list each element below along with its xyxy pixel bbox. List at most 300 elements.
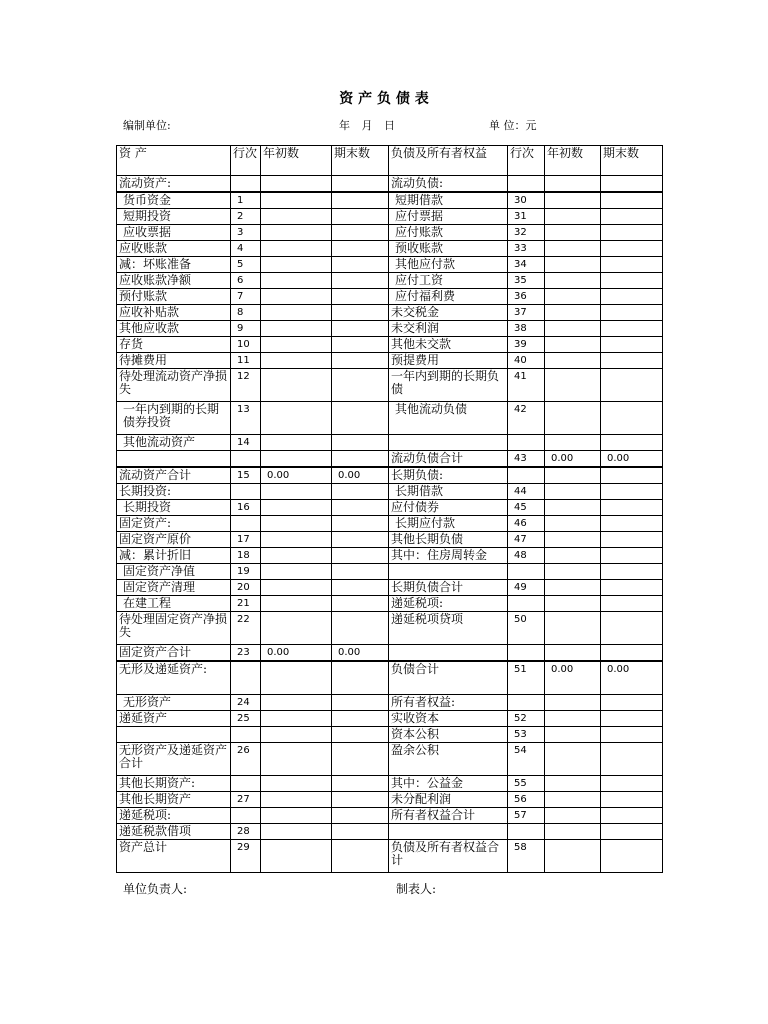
liability-line-no: 30 bbox=[508, 192, 545, 209]
liability-beginning bbox=[545, 792, 601, 808]
liability-beginning bbox=[545, 532, 601, 548]
liability-label: 递延税项: bbox=[389, 596, 508, 612]
asset-line-no: 20 bbox=[231, 580, 261, 596]
unit-head-signature-label: 单位负责人: bbox=[123, 882, 188, 896]
liability-ending bbox=[601, 484, 663, 500]
table-row bbox=[117, 451, 663, 468]
liability-ending bbox=[601, 305, 663, 321]
balance-sheet-table bbox=[116, 145, 663, 873]
liability-label: 预提费用 bbox=[389, 353, 508, 369]
liability-line-no: 47 bbox=[508, 532, 545, 548]
asset-beginning bbox=[261, 548, 332, 564]
report-date: 年 月 日 bbox=[339, 119, 395, 132]
asset-line-no: 28 bbox=[231, 824, 261, 840]
asset-label: 减：坏账准备 bbox=[117, 257, 231, 273]
asset-label: 存货 bbox=[117, 337, 231, 353]
liability-beginning bbox=[545, 402, 601, 435]
table-row bbox=[117, 548, 663, 564]
liability-ending bbox=[601, 500, 663, 516]
liability-label: 未交利润 bbox=[389, 321, 508, 337]
liability-beginning bbox=[545, 824, 601, 840]
liability-line-no bbox=[508, 596, 545, 612]
asset-ending bbox=[332, 695, 389, 711]
asset-label: 应收补贴款 bbox=[117, 305, 231, 321]
asset-beginning bbox=[261, 695, 332, 711]
liability-beginning bbox=[545, 337, 601, 353]
liability-line-no: 48 bbox=[508, 548, 545, 564]
asset-beginning bbox=[261, 353, 332, 369]
asset-ending bbox=[332, 192, 389, 209]
asset-line-no: 5 bbox=[231, 257, 261, 273]
liability-ending bbox=[601, 435, 663, 451]
asset-beginning bbox=[261, 792, 332, 808]
asset-ending bbox=[332, 711, 389, 727]
liability-ending bbox=[601, 645, 663, 662]
table-row bbox=[117, 580, 663, 596]
liability-ending bbox=[601, 776, 663, 792]
asset-label: 待处理固定资产净损失 bbox=[117, 612, 231, 645]
liability-beginning bbox=[545, 484, 601, 500]
asset-ending bbox=[332, 484, 389, 500]
asset-label: 固定资产清理 bbox=[117, 580, 231, 596]
table-row bbox=[117, 532, 663, 548]
liability-beginning bbox=[545, 564, 601, 580]
asset-label: 固定资产净值 bbox=[117, 564, 231, 580]
asset-line-no: 25 bbox=[231, 711, 261, 727]
liability-label: 应付账款 bbox=[389, 225, 508, 241]
asset-ending bbox=[332, 209, 389, 225]
liability-label: 应付福利费 bbox=[389, 289, 508, 305]
liability-beginning bbox=[545, 743, 601, 776]
asset-ending bbox=[332, 353, 389, 369]
header-ending: 期末数 bbox=[601, 146, 663, 176]
asset-line-no bbox=[231, 451, 261, 468]
table-row bbox=[117, 840, 663, 873]
asset-beginning bbox=[261, 776, 332, 792]
asset-label: 递延资产 bbox=[117, 711, 231, 727]
liability-line-no: 42 bbox=[508, 402, 545, 435]
asset-line-no: 13 bbox=[231, 402, 261, 435]
table-row bbox=[117, 337, 663, 353]
asset-label: 无形资产 bbox=[117, 695, 231, 711]
table-row bbox=[117, 402, 663, 435]
liability-label: 其他长期负债 bbox=[389, 532, 508, 548]
asset-ending bbox=[332, 289, 389, 305]
header-ending: 期末数 bbox=[332, 146, 389, 176]
liability-label bbox=[389, 435, 508, 451]
asset-beginning bbox=[261, 840, 332, 873]
liability-ending bbox=[601, 192, 663, 209]
asset-line-no: 11 bbox=[231, 353, 261, 369]
liability-line-no: 31 bbox=[508, 209, 545, 225]
liability-line-no: 34 bbox=[508, 257, 545, 273]
table-row bbox=[117, 808, 663, 824]
liability-ending bbox=[601, 532, 663, 548]
asset-beginning bbox=[261, 564, 332, 580]
liability-line-no: 54 bbox=[508, 743, 545, 776]
table-row bbox=[117, 776, 663, 792]
liability-beginning bbox=[545, 289, 601, 305]
liability-beginning bbox=[545, 612, 601, 645]
liability-label: 未分配利润 bbox=[389, 792, 508, 808]
liability-ending bbox=[601, 321, 663, 337]
asset-label: 应收账款净额 bbox=[117, 273, 231, 289]
liability-ending bbox=[601, 824, 663, 840]
asset-beginning bbox=[261, 273, 332, 289]
asset-line-no: 15 bbox=[231, 467, 261, 484]
liability-line-no: 53 bbox=[508, 727, 545, 743]
table-row bbox=[117, 564, 663, 580]
asset-line-no: 2 bbox=[231, 209, 261, 225]
table-row bbox=[117, 435, 663, 451]
liability-beginning bbox=[545, 548, 601, 564]
asset-beginning bbox=[261, 580, 332, 596]
asset-line-no: 14 bbox=[231, 435, 261, 451]
report-title: 资 产 负 债 表 bbox=[339, 91, 429, 107]
asset-ending bbox=[332, 612, 389, 645]
asset-line-no: 26 bbox=[231, 743, 261, 776]
liability-beginning bbox=[545, 500, 601, 516]
liability-line-no: 36 bbox=[508, 289, 545, 305]
asset-label: 固定资产: bbox=[117, 516, 231, 532]
liability-line-no: 51 bbox=[508, 661, 545, 695]
liability-label: 长期借款 bbox=[389, 484, 508, 500]
liability-line-no: 45 bbox=[508, 500, 545, 516]
asset-label: 资产总计 bbox=[117, 840, 231, 873]
asset-label: 其他流动资产 bbox=[117, 435, 231, 451]
asset-label: 减：累计折旧 bbox=[117, 548, 231, 564]
asset-beginning bbox=[261, 337, 332, 353]
liability-label: 负债及所有者权益合计 bbox=[389, 840, 508, 873]
asset-beginning bbox=[261, 289, 332, 305]
table-row bbox=[117, 176, 663, 193]
liability-label: 预收账款 bbox=[389, 241, 508, 257]
liability-beginning bbox=[545, 273, 601, 289]
header-liabilities: 负债及所有者权益 bbox=[389, 146, 508, 176]
preparer-signature-label: 制表人: bbox=[396, 882, 437, 896]
asset-ending bbox=[332, 743, 389, 776]
asset-line-no: 22 bbox=[231, 612, 261, 645]
asset-line-no bbox=[231, 727, 261, 743]
asset-label: 递延税款借项 bbox=[117, 824, 231, 840]
liability-ending: 0.00 bbox=[601, 661, 663, 695]
asset-beginning bbox=[261, 500, 332, 516]
liability-beginning bbox=[545, 580, 601, 596]
asset-ending bbox=[332, 241, 389, 257]
table-row bbox=[117, 743, 663, 776]
table-row bbox=[117, 209, 663, 225]
table-row bbox=[117, 225, 663, 241]
asset-line-no: 7 bbox=[231, 289, 261, 305]
header-assets: 资 产 bbox=[117, 146, 231, 176]
liability-label: 长期负债合计 bbox=[389, 580, 508, 596]
asset-ending bbox=[332, 305, 389, 321]
asset-beginning bbox=[261, 451, 332, 468]
liability-ending bbox=[601, 695, 663, 711]
table-row bbox=[117, 369, 663, 402]
liability-ending bbox=[601, 792, 663, 808]
asset-beginning bbox=[261, 516, 332, 532]
liability-line-no bbox=[508, 645, 545, 662]
asset-ending bbox=[332, 402, 389, 435]
asset-beginning bbox=[261, 711, 332, 727]
liability-label bbox=[389, 824, 508, 840]
liability-line-no: 37 bbox=[508, 305, 545, 321]
asset-line-no: 23 bbox=[231, 645, 261, 662]
asset-ending bbox=[332, 596, 389, 612]
asset-beginning bbox=[261, 176, 332, 193]
asset-beginning: 0.00 bbox=[261, 467, 332, 484]
liability-label: 资本公积 bbox=[389, 727, 508, 743]
asset-ending bbox=[332, 840, 389, 873]
liability-beginning bbox=[545, 257, 601, 273]
asset-ending bbox=[332, 176, 389, 193]
liability-label: 应付工资 bbox=[389, 273, 508, 289]
table-row bbox=[117, 500, 663, 516]
liability-ending bbox=[601, 743, 663, 776]
liability-ending bbox=[601, 402, 663, 435]
liability-label: 盈余公积 bbox=[389, 743, 508, 776]
asset-ending bbox=[332, 451, 389, 468]
table-row bbox=[117, 645, 663, 662]
liability-beginning bbox=[545, 225, 601, 241]
liability-label: 其他流动负债 bbox=[389, 402, 508, 435]
asset-line-no: 17 bbox=[231, 532, 261, 548]
asset-line-no: 24 bbox=[231, 695, 261, 711]
asset-ending bbox=[332, 225, 389, 241]
liability-beginning bbox=[545, 321, 601, 337]
asset-label: 长期投资 bbox=[117, 500, 231, 516]
asset-ending bbox=[332, 580, 389, 596]
liability-ending bbox=[601, 225, 663, 241]
liability-line-no: 38 bbox=[508, 321, 545, 337]
asset-label: 流动资产合计 bbox=[117, 467, 231, 484]
liability-ending: 0.00 bbox=[601, 451, 663, 468]
asset-line-no: 18 bbox=[231, 548, 261, 564]
asset-beginning bbox=[261, 532, 332, 548]
asset-beginning bbox=[261, 257, 332, 273]
liability-ending bbox=[601, 353, 663, 369]
asset-label: 长期投资: bbox=[117, 484, 231, 500]
asset-label: 固定资产合计 bbox=[117, 645, 231, 662]
table-header-row bbox=[117, 146, 663, 176]
asset-ending bbox=[332, 500, 389, 516]
asset-ending: 0.00 bbox=[332, 467, 389, 484]
asset-beginning bbox=[261, 727, 332, 743]
asset-line-no: 21 bbox=[231, 596, 261, 612]
table-row bbox=[117, 467, 663, 484]
liability-ending bbox=[601, 516, 663, 532]
asset-ending bbox=[332, 257, 389, 273]
asset-line-no bbox=[231, 484, 261, 500]
liability-line-no: 58 bbox=[508, 840, 545, 873]
asset-ending bbox=[332, 435, 389, 451]
asset-label: 无形及递延资产: bbox=[117, 661, 231, 695]
asset-label: 预付账款 bbox=[117, 289, 231, 305]
asset-ending bbox=[332, 792, 389, 808]
liability-line-no: 39 bbox=[508, 337, 545, 353]
table-row bbox=[117, 353, 663, 369]
table-row bbox=[117, 257, 663, 273]
asset-beginning bbox=[261, 661, 332, 695]
liability-line-no bbox=[508, 695, 545, 711]
asset-line-no: 9 bbox=[231, 321, 261, 337]
liability-beginning bbox=[545, 695, 601, 711]
asset-ending bbox=[332, 824, 389, 840]
liability-ending bbox=[601, 548, 663, 564]
liability-label: 应付债券 bbox=[389, 500, 508, 516]
asset-label: 在建工程 bbox=[117, 596, 231, 612]
liability-line-no: 55 bbox=[508, 776, 545, 792]
asset-beginning bbox=[261, 484, 332, 500]
liability-beginning bbox=[545, 176, 601, 193]
liability-label: 长期应付款 bbox=[389, 516, 508, 532]
asset-ending bbox=[332, 564, 389, 580]
asset-ending bbox=[332, 321, 389, 337]
liability-beginning bbox=[545, 369, 601, 402]
asset-label: 应收账款 bbox=[117, 241, 231, 257]
asset-label bbox=[117, 727, 231, 743]
liability-ending bbox=[601, 369, 663, 402]
liability-line-no bbox=[508, 467, 545, 484]
asset-ending bbox=[332, 808, 389, 824]
table-row bbox=[117, 241, 663, 257]
liability-label: 一年内到期的长期负债 bbox=[389, 369, 508, 402]
table-row bbox=[117, 289, 663, 305]
asset-line-no: 1 bbox=[231, 192, 261, 209]
liability-beginning bbox=[545, 241, 601, 257]
asset-ending bbox=[332, 273, 389, 289]
asset-ending bbox=[332, 369, 389, 402]
liability-ending bbox=[601, 176, 663, 193]
table-row bbox=[117, 695, 663, 711]
asset-ending bbox=[332, 661, 389, 695]
asset-label: 固定资产原价 bbox=[117, 532, 231, 548]
asset-beginning bbox=[261, 321, 332, 337]
table-row bbox=[117, 321, 663, 337]
header-beginning: 年初数 bbox=[545, 146, 601, 176]
liability-beginning bbox=[545, 305, 601, 321]
liability-line-no: 41 bbox=[508, 369, 545, 402]
asset-line-no: 3 bbox=[231, 225, 261, 241]
liability-label bbox=[389, 645, 508, 662]
liability-ending bbox=[601, 727, 663, 743]
liability-label: 负债合计 bbox=[389, 661, 508, 695]
asset-beginning: 0.00 bbox=[261, 645, 332, 662]
liability-beginning: 0.00 bbox=[545, 661, 601, 695]
asset-line-no: 12 bbox=[231, 369, 261, 402]
asset-label: 一年内到期的长期债券投资 bbox=[117, 402, 231, 435]
liability-label: 所有者权益合计 bbox=[389, 808, 508, 824]
liability-line-no bbox=[508, 176, 545, 193]
liability-label: 其中：公益金 bbox=[389, 776, 508, 792]
liability-line-no: 32 bbox=[508, 225, 545, 241]
liability-line-no: 40 bbox=[508, 353, 545, 369]
table-row bbox=[117, 727, 663, 743]
liability-beginning bbox=[545, 435, 601, 451]
liability-line-no bbox=[508, 435, 545, 451]
table-row bbox=[117, 305, 663, 321]
table-row bbox=[117, 484, 663, 500]
currency-unit: 单 位：元 bbox=[489, 119, 537, 132]
asset-ending bbox=[332, 776, 389, 792]
asset-line-no: 4 bbox=[231, 241, 261, 257]
liability-ending bbox=[601, 241, 663, 257]
asset-line-no bbox=[231, 516, 261, 532]
liability-label: 所有者权益: bbox=[389, 695, 508, 711]
reporting-unit-label: 编制单位: bbox=[123, 119, 171, 132]
liability-beginning bbox=[545, 840, 601, 873]
asset-beginning bbox=[261, 596, 332, 612]
asset-ending bbox=[332, 516, 389, 532]
asset-line-no bbox=[231, 776, 261, 792]
table-row bbox=[117, 192, 663, 209]
asset-label: 货币资金 bbox=[117, 192, 231, 209]
liability-label: 其他未交款 bbox=[389, 337, 508, 353]
asset-label: 无形资产及递延资产合计 bbox=[117, 743, 231, 776]
liability-ending bbox=[601, 273, 663, 289]
asset-line-no: 16 bbox=[231, 500, 261, 516]
liability-beginning bbox=[545, 711, 601, 727]
asset-line-no: 6 bbox=[231, 273, 261, 289]
asset-beginning bbox=[261, 192, 332, 209]
asset-label: 应收票据 bbox=[117, 225, 231, 241]
liability-beginning bbox=[545, 353, 601, 369]
liability-label bbox=[389, 564, 508, 580]
liability-beginning bbox=[545, 467, 601, 484]
asset-beginning bbox=[261, 402, 332, 435]
asset-beginning bbox=[261, 435, 332, 451]
asset-label: 其他长期资产: bbox=[117, 776, 231, 792]
liability-beginning bbox=[545, 192, 601, 209]
liability-line-no: 46 bbox=[508, 516, 545, 532]
asset-label: 待摊费用 bbox=[117, 353, 231, 369]
asset-label: 流动资产: bbox=[117, 176, 231, 193]
asset-beginning bbox=[261, 824, 332, 840]
asset-beginning bbox=[261, 225, 332, 241]
liability-ending bbox=[601, 840, 663, 873]
liability-beginning: 0.00 bbox=[545, 451, 601, 468]
liability-label: 长期负债: bbox=[389, 467, 508, 484]
liability-beginning bbox=[545, 776, 601, 792]
asset-ending bbox=[332, 548, 389, 564]
table-row bbox=[117, 711, 663, 727]
asset-ending bbox=[332, 532, 389, 548]
table-row bbox=[117, 661, 663, 695]
liability-ending bbox=[601, 612, 663, 645]
liability-line-no bbox=[508, 824, 545, 840]
liability-ending bbox=[601, 711, 663, 727]
liability-line-no: 44 bbox=[508, 484, 545, 500]
asset-ending: 0.00 bbox=[332, 645, 389, 662]
liability-line-no: 35 bbox=[508, 273, 545, 289]
asset-label: 短期投资 bbox=[117, 209, 231, 225]
asset-beginning bbox=[261, 612, 332, 645]
asset-beginning bbox=[261, 209, 332, 225]
asset-label bbox=[117, 451, 231, 468]
liability-line-no: 43 bbox=[508, 451, 545, 468]
table-row bbox=[117, 596, 663, 612]
asset-line-no bbox=[231, 176, 261, 193]
asset-label: 递延税项: bbox=[117, 808, 231, 824]
liability-beginning bbox=[545, 516, 601, 532]
liability-ending bbox=[601, 580, 663, 596]
asset-line-no bbox=[231, 661, 261, 695]
asset-line-no bbox=[231, 808, 261, 824]
asset-label: 其他应收款 bbox=[117, 321, 231, 337]
liability-ending bbox=[601, 257, 663, 273]
liability-ending bbox=[601, 289, 663, 305]
